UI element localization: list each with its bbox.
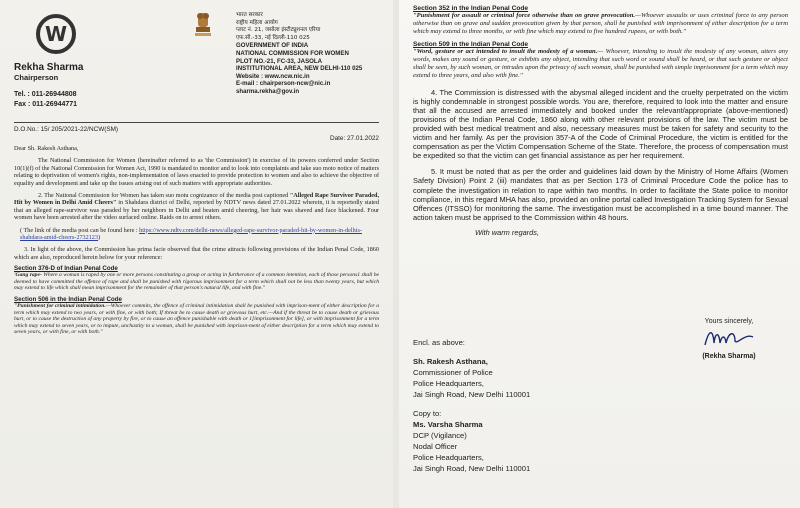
section-509-lead: "Word, gesture or act intended to insult the modesty of a woman. (413, 48, 598, 56)
recipient-block (413, 337, 530, 474)
section-376d-text (14, 272, 379, 292)
email-secondary: sharma.rekha@gov.in (236, 87, 300, 95)
section-506-lead: "Punishment for criminal intimidation. (14, 303, 106, 310)
paragraph-2 (14, 192, 379, 222)
recipient-line: Commissioner of Police (413, 368, 493, 377)
letter-page-2 (399, 0, 800, 508)
cc-line: Ms. Varsha Sharma (413, 420, 483, 429)
section-376d-lead: 'Gang rape- (14, 272, 42, 279)
email: E-mail : chairperson-ncw@nic.in (236, 80, 331, 88)
letterhead (14, 8, 379, 120)
cc-line: Jai Singh Road, New Delhi 110001 (413, 464, 531, 473)
copy-to-label: Copy to: (413, 409, 442, 418)
media-link-note (14, 227, 379, 242)
cc-line: DCP (Vigilance) (413, 431, 467, 440)
section-506-body: —Whoever commits, the offence of criminal intimidation shall be punished with imprison-ment of either description for a term which may extend to two years, or with fine, or with both; If threat be to cause death or grievous hurt, etc.—And if the threat be to cause death or grievous hurt, or to cause the destruction of any property by fire, or to cause an offence punishable with death or 1[imprisonment for life], or with imprisonment for a term which may extend to seven years, or to impute, unchastity to a woman, shall be punished with imprison-ment of either description for a term which may extend to seven years, or with fine, or with both." (14, 303, 379, 336)
salutation: Dear Sh. Rakesh Asthana, (14, 145, 79, 152)
chairperson-role: Chairperson (14, 73, 59, 82)
paragraph-4: 4. The Commission is distressed with the abysmal alleged incident and the cruelty perpetrated on the victim is highly condemnable in strongest possible words. You are, therefore, required to look into the matter and ensure that all the accused are arrested immediately and booked under the relevant/appropriate (above-mentioned) provisions of the Indian Penal Code, 1860 along with other relevant provisions of the law. The victim must be provided with best medical treatment and also, necessary measures must be taken for safety and security to the victim and her family. As per the provision 357-A of the Code of Criminal Procedure, the victim is entitled for the compensation as per the Victim Compensation Scheme of the State. Therefore, the process of compensation must be expedited so that the victim can get financial assistance as per her requirement. (413, 87, 788, 161)
section-376d-body: Where a woman is raped by one or more persons constituting a group or acting in furtherance of a common intention, each of those persons1 shall be deemed to have committed the offence of rape and shall be punished with rigorous imprisonment for a term which shall not be less than twenty years, but which may extend to life which shall mean imprisonment for the remainder of that person's natural life, and with fine." (14, 272, 379, 292)
state-emblem-icon (192, 10, 214, 40)
link-prefix: ( The link of the media post can be found here : (20, 226, 138, 234)
section-506-text (14, 303, 379, 336)
signature-block (694, 318, 764, 360)
chairperson-name: Rekha Sharma (14, 62, 84, 73)
tel: Tel. : 011-26944808 (14, 91, 77, 98)
link-suffix: ) (98, 234, 101, 242)
yours-sincerely: Yours sincerely, (704, 318, 754, 325)
signature-icon (701, 325, 757, 351)
enclosure-note: Encl. as above: (413, 338, 465, 347)
org-line: GOVERNMENT OF INDIA (236, 42, 309, 50)
para2-rest: in Shahdara district of Delhi, reported by NDTV news dated 27.01.2022 wherein, it is reportedly stated that an alleged rape-survivor was paraded by her neighbors in Delhi and beaten amid cheering, her hair was shaved and face blackened. Four women have been arrested after the video surfaced online. Raids on to arrest others. (14, 199, 380, 222)
letter-date: Date: 27.01.2022 (329, 135, 379, 142)
recipient-line: Jai Singh Road, New Delhi 110001 (413, 390, 531, 399)
letter-page-1 (0, 0, 393, 508)
cc-line: Police Headquarters, (413, 453, 484, 462)
section-376d-title: Section 376-D of Indian Penal Code (14, 265, 118, 273)
header-divider (14, 122, 379, 123)
fax: Fax : 011-26944771 (14, 101, 78, 108)
section-506-title: Section 506 in the Indian Penal Code (14, 296, 122, 304)
section-352-lead: "Punishment for assault or criminal force otherwise than on grave provocation. (413, 12, 636, 19)
org-hindi-line: प्लाट नं. 21, जसोला इंस्टीट्यूशनल एरिया (236, 27, 321, 34)
org-line: INSTITUTIONAL AREA, NEW DELHI-110 025 (236, 65, 363, 73)
signer-name: (Rekha Sharma) (702, 353, 756, 360)
cc-line: Nodal Officer (413, 442, 458, 451)
section-509-body: — Whoever, intending to insult the modesty of any woman, utters any words, makes any sound or gesture, or exhibits any object, intending that such word or sound shall be heard, or that such gesture or object shall be seen, by such woman, or intrudes upon the privacy of such woman, shall be punished with simple imprisonment for a term which may extend to three years, and also with fine." (413, 48, 788, 79)
section-352-title: Section 352 in the Indian Penal Code (413, 5, 529, 12)
date-line (14, 135, 379, 142)
reference-line (14, 126, 379, 133)
media-link[interactable]: https://www.ndtv.com/delhi-news/alleged-rape-survivor-paraded-hit-by-women-in-delhis-shahdara-amid-cheers-2732123 (20, 226, 362, 242)
chairperson-block (14, 62, 83, 110)
media-caption: "Alleged Rape Survivor Paraded, Hit by Women in Delhi Amid Cheers" (14, 192, 379, 207)
section-352-body: —Whoever assaults or uses criminal force to any person otherwise than on grave and sudden provocation given by that person, shall be punished with imprisonment of either description for a term which may extend to three months, or with fine which may extend to five hundred rupees, or with both." (413, 12, 788, 35)
organisation-address (236, 12, 362, 96)
para2-start: 2. The National Commission for Women has taken suo motu cognizance of the media post captioned (38, 192, 289, 200)
org-line: PLOT NO.-21, FC-33, JASOLA (236, 57, 323, 65)
website: Website : www.ncw.nic.in (236, 72, 310, 80)
recipient-line: Police Headquarters, (413, 379, 484, 388)
paragraph-1: The National Commission for Women (hereinafter referred to as 'the Commission') in exercise of its powers conferred under Section 10(1)(f) of the National Commission for Women Act, 1990 is mandated to monitor and to look into complaints and take suo moto notice of matters relating to deprivation of women's rights, non-implementation of laws enacted to provide protection to women and also to achieve the objective of equality and development and take up the issues arising out of such matters with appropriate authorities. (14, 157, 379, 187)
paragraph-5: 5. It must be noted that as per the order and guidelines laid down by the Ministry of Home Affairs (Women Safety Division) Point 2 (iii) mandates that as per Section 173 of Criminal Procedure Code the police has to complete the investigation in relation to rape within two months. In order to facilitate the State police to monitor compliance, in this regard MHA has also, provided an online portal called Investigation Tracking System for Sexual Offences (ITSSO) for monitoring the same. The investigation must be accomplished in a time bound manner. The action taken must be apprised to the Commission within 48 hours. (413, 167, 788, 222)
section-509-title: Section 509 in the Indian Penal Code (413, 41, 529, 49)
org-hindi-line: राष्ट्रीय महिला आयोग (236, 19, 278, 26)
ncw-logo: W (36, 14, 76, 54)
ref-number: D.O.No.: 15/ 205/2021-22/NCW(SM) (14, 126, 119, 133)
org-hindi-line: एफ.सी.-33, नई दिल्ली-110 025 (236, 34, 310, 41)
section-509-text (413, 48, 788, 79)
org-line: NATIONAL COMMISSION FOR WOMEN (236, 49, 349, 57)
closing-regards: With warm regards, (475, 227, 540, 237)
section-352-text (413, 12, 788, 35)
paragraph-3: 3. In light of the above, the Commission has prima facie observed that the crime attracts following provisions of the Indian Penal Code, 1860 which are also, reproduced herein below for your reference: (14, 246, 379, 261)
org-hindi-line: भारत सरकार (236, 12, 263, 18)
recipient-line: Sh. Rakesh Asthana, (413, 357, 488, 366)
